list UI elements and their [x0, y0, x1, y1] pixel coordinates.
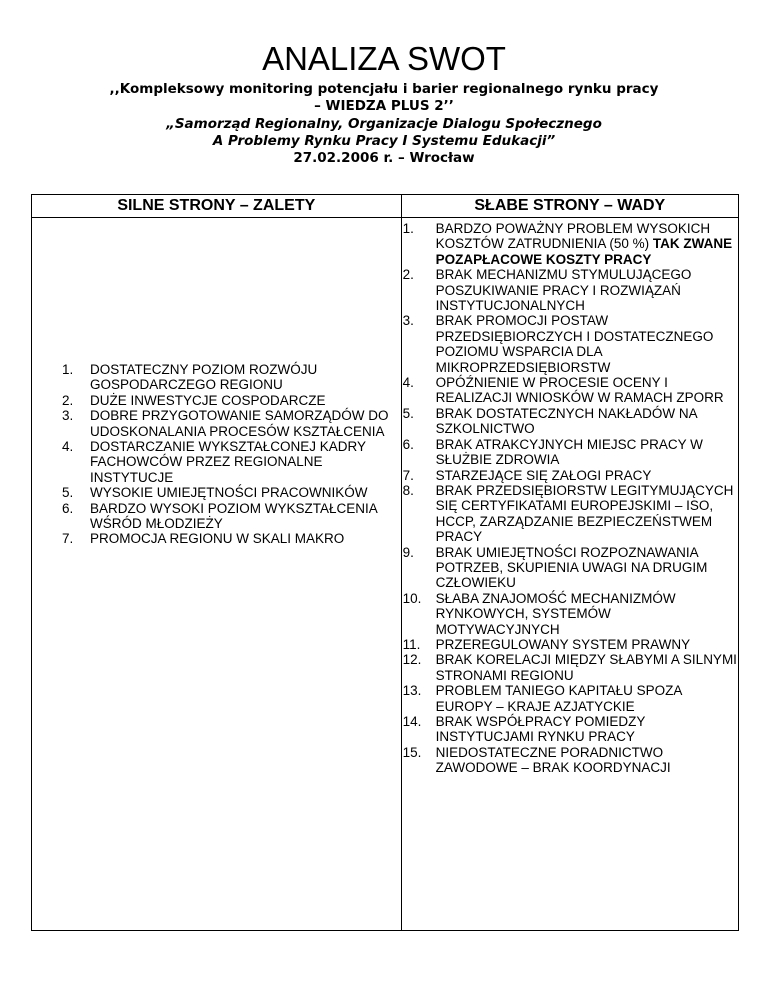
item-text: BRAK PRZEDSIĘBIORSTW LEGITYMUJĄCYCH SIĘ CERTYFIKATAMI EUROPEJSKIMI – ISO, HCCP, ZARZĄDZANIE BEZPIECZEŃSTWEM PRACY	[435, 482, 734, 545]
item-number: 14.	[402, 714, 422, 729]
strength-item	[32, 439, 401, 485]
weakness-item	[402, 313, 738, 375]
weakness-item	[402, 637, 738, 652]
item-text: DOSTARCZANIE WYKSZTAŁCONEJ KADRY FACHOWCÓW PRZEZ REGIONALNE INSTYTUCJE	[90, 439, 366, 485]
strength-item	[32, 408, 401, 439]
item-number: 13.	[402, 683, 422, 699]
weakness-item	[402, 745, 738, 776]
weakness-item	[402, 267, 738, 313]
item-number: 5.	[402, 405, 414, 421]
item-text: WYSOKIE UMIEJĘTNOŚCI PRACOWNIKÓW	[90, 485, 368, 501]
item-text: BARDZO POWAŻNY PROBLEM WYSOKICH KOSZTÓW ZATRUDNIENIA (50 %)	[435, 221, 711, 252]
swot-header-row	[32, 195, 739, 218]
strength-item	[32, 362, 401, 393]
item-number: 1.	[402, 221, 414, 236]
subtitle-line-3: „Samorząd Regionalny, Organizacje Dialogu Społecznego	[166, 116, 602, 132]
item-number: 3.	[402, 313, 414, 329]
subtitle-line-4: A Problemy Rynku Pracy I Systemu Edukacji”	[212, 133, 556, 149]
subtitle-date: 27.02.2006 r. – Wrocław	[293, 150, 475, 166]
item-text: STARZEJĄCE SIĘ ZAŁOGI PRACY	[435, 467, 652, 483]
item-number: 4.	[62, 439, 74, 455]
item-text: PROBLEM TANIEGO KAPITAŁU SPOZA EUROPY – KRAJE AZJATYCKIE	[435, 683, 682, 714]
strength-item	[32, 501, 401, 532]
weakness-item	[402, 591, 738, 637]
swot-content-row	[32, 218, 739, 931]
item-number: 7.	[402, 467, 414, 483]
strength-item	[32, 393, 401, 408]
item-text: BARDZO WYSOKI POZIOM WYKSZTAŁCENIA WŚRÓD MŁODZIEŻY	[90, 500, 378, 532]
weaknesses-cell	[401, 218, 738, 931]
item-number: 8.	[402, 482, 414, 498]
weakness-item	[402, 406, 738, 437]
item-text: BRAK DOSTATECZNYCH NAKŁADÓW NA SZKOLNICTWO	[435, 405, 697, 437]
item-number: 2.	[62, 392, 74, 408]
item-number: 15.	[402, 744, 422, 760]
item-number: 1.	[62, 362, 74, 377]
weakness-item	[402, 375, 738, 406]
item-number: 5.	[62, 485, 74, 501]
item-text: BRAK WSPÓŁPRACY POMIEDZY INSTYTUCJAMI RYNKU PRACY	[435, 714, 646, 745]
item-text: BRAK MECHANIZMU STYMULUJĄCEGO POSZUKIWANIE PRACY I ROZWIĄZAŃ INSTYTUCJONALNYCH	[435, 267, 692, 314]
item-number: 10.	[402, 590, 422, 606]
item-number: 2.	[402, 267, 414, 283]
strengths-wrap	[32, 362, 401, 547]
item-text: DOSTATECZNY POZIOM ROZWÓJU GOSPODARCZEGO REGIONU	[90, 362, 318, 393]
item-number: 12.	[402, 652, 422, 668]
subtitle-line-1: ,,Kompleksowy monitoring potencjału i barier regionalnego rynku pracy	[109, 81, 659, 97]
swot-table	[31, 194, 739, 931]
page-title: ANALIZA SWOT	[262, 40, 506, 77]
item-text: DUŻE INWESTYCJE COSPODARCZE	[90, 392, 326, 408]
weakness-item	[402, 437, 738, 468]
item-number: 11.	[402, 636, 421, 652]
strength-item	[32, 485, 401, 500]
weakness-item	[402, 545, 738, 591]
item-text: BRAK PROMOCJI POSTAW PRZEDSIĘBIORCZYCH I DOSTATECZNEGO POZIOMU WSPARCIA DLA MIKROPRZEDSIĘBIORSTW	[435, 313, 714, 375]
item-text: BRAK KORELACJI MIĘDZY SŁABYMI A SILNYMI STRONAMI REGIONU	[435, 652, 737, 683]
item-text: SŁABA ZNAJOMOŚĆ MECHANIZMÓW RYNKOWYCH, SYSTEMÓW MOTYWACYJNYCH	[435, 590, 676, 637]
weakness-item	[402, 652, 738, 683]
weakness-item	[402, 714, 738, 745]
item-number: 6.	[62, 500, 74, 516]
weaknesses-list	[402, 218, 738, 776]
weakness-item	[402, 468, 738, 483]
item-number: 6.	[402, 436, 414, 452]
item-text: BRAK UMIEJĘTNOŚCI ROZPOZNAWANIA POTRZEB, SKUPIENIA UWAGI NA DRUGIM CZŁOWIEKU	[435, 544, 708, 591]
weakness-item	[402, 483, 738, 545]
strengths-list	[32, 362, 401, 547]
item-text: PROMOCJA REGIONU W SKALI MAKRO	[90, 531, 345, 547]
strengths-cell	[32, 218, 402, 931]
item-number: 9.	[402, 544, 414, 560]
item-text: BRAK ATRAKCYJNYCH MIEJSC PRACY W SŁUŻBIE ZDROWIA	[435, 436, 703, 468]
weakness-item	[402, 221, 738, 267]
item-text: OPÓŹNIENIE W PROCESIE OCENY I REALIZACJI WNIOSKÓW W RAMACH ZPORR	[435, 375, 724, 406]
item-text: NIEDOSTATECZNE PORADNICTWO ZAWODOWE – BRAK KOORDYNACJI	[435, 744, 671, 776]
subtitle-line-2: – WIEDZA PLUS 2’’	[314, 98, 454, 114]
item-number: 7.	[62, 531, 74, 547]
item-text-bold: TAK ZWANE POZAPŁACOWE KOSZTY PRACY	[435, 236, 733, 267]
item-number: 3.	[62, 408, 74, 424]
weaknesses-heading: SŁABE STRONY – WADY	[401, 195, 738, 218]
weakness-item	[402, 683, 738, 714]
item-text: DOBRE PRZYGOTOWANIE SAMORZĄDÓW DO UDOSKONALANIA PROCESÓW KSZTAŁCENIA	[90, 408, 389, 439]
item-number: 4.	[402, 375, 414, 391]
strengths-heading: SILNE STRONY – ZALETY	[32, 195, 402, 218]
item-text: PRZEREGULOWANY SYSTEM PRAWNY	[435, 636, 691, 652]
strength-item	[32, 531, 401, 546]
